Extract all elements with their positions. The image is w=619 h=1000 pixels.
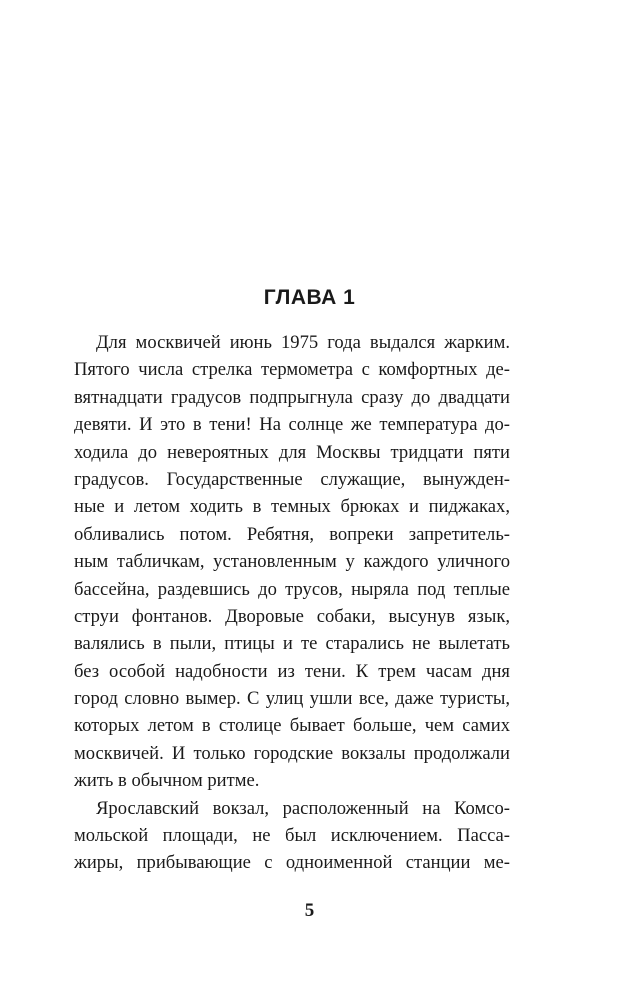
text-line: мольской площади, не был исключением. Пасса- xyxy=(74,825,510,847)
text-line: жиры, прибывающие с одноименной станции ме- xyxy=(74,852,510,874)
text-line: Для москвичей июнь 1975 года выдался жарким. xyxy=(96,332,510,353)
text-line: ные и летом ходить в темных брюках и пиджаках, xyxy=(74,496,510,518)
text-line: которых летом в столице бывает больше, чем самих xyxy=(74,715,510,737)
body-text xyxy=(74,329,510,877)
text-line: жить в обычном ритме. xyxy=(74,770,260,792)
text-line: Пятого числа стрелка термометра с комфортных де- xyxy=(74,359,510,381)
text-line: без особой надобности из тени. К трем часам дня xyxy=(74,660,510,682)
text-line: ным табличкам, установленным у каждого уличного xyxy=(74,551,510,573)
text-line: обливались потом. Ребятня, вопреки запретитель- xyxy=(74,523,510,545)
text-line: струи фонтанов. Дворовые собаки, высунув язык, xyxy=(74,605,510,627)
text-line: градусов. Государственные служащие, вынужден- xyxy=(74,468,510,490)
text-line: Ярославский вокзал, расположенный на Комсо- xyxy=(96,797,510,819)
text-line: валялись в пыли, птицы и те старались не вылетать xyxy=(74,633,510,655)
text-line: вятнадцати градусов подпрыгнула сразу до двадцати xyxy=(74,386,510,408)
page-number: 5 xyxy=(304,900,315,921)
text-line: ходила до невероятных для Москвы тридцати пяти xyxy=(74,441,510,463)
text-line: город словно вымер. С улиц ушли все, даже туристы, xyxy=(74,688,510,710)
text-line: бассейна, раздевшись до трусов, ныряла под теплые xyxy=(74,578,510,600)
text-line: девяти. И это в тени! На солнце же температура до- xyxy=(74,414,510,436)
chapter-title: ГЛАВА 1 xyxy=(263,286,356,309)
text-line: москвичей. И только городские вокзалы продолжали xyxy=(74,742,510,764)
